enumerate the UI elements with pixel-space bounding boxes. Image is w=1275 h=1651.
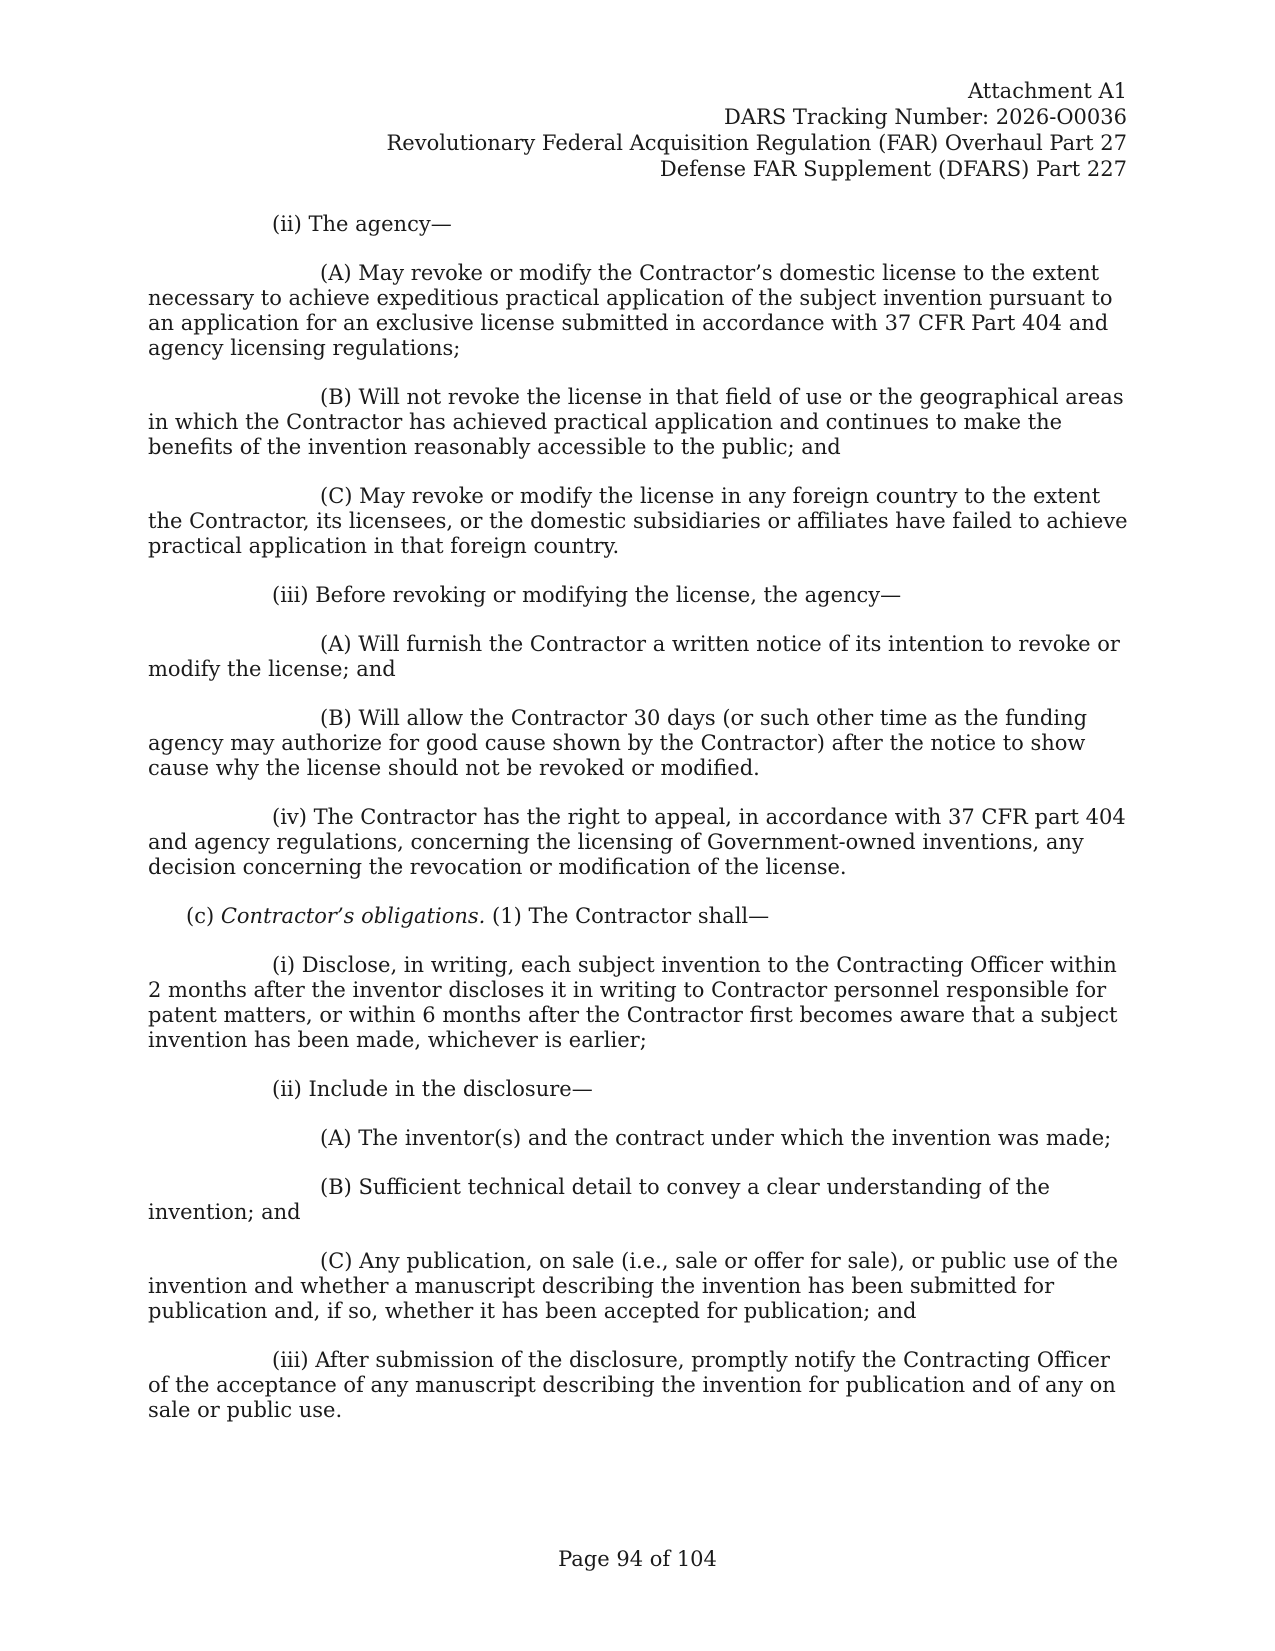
paragraph-text: Disclose, in writing, each subject invention to the Contracting Officer within 2 months after the inventor discloses it in writing to Contractor personnel responsible for patent matters, or within 6 months after the Contractor first becomes aware that a subject invention has been made, whichever is earlier;	[148, 953, 1118, 1052]
paragraph-text: Include in the disclosure—	[308, 1077, 593, 1101]
paragraph-label: (A)	[320, 1126, 352, 1150]
paragraph-label: (B)	[320, 1175, 352, 1199]
paragraph-label: (ii)	[272, 212, 302, 236]
paragraph-c-foreign-country	[148, 484, 1130, 559]
paragraph-text: (1) The Contractor shall—	[492, 904, 770, 928]
paragraph-b-thirty-days	[148, 706, 1130, 781]
paragraph-i-disclose	[148, 953, 1130, 1053]
paragraph-label: (B)	[320, 385, 352, 409]
paragraph-b-technical-detail	[148, 1175, 1130, 1225]
paragraph-heading: Contractor’s obligations.	[220, 904, 486, 928]
paragraph-label: (A)	[320, 632, 352, 656]
paragraph-label: (i)	[272, 953, 296, 977]
paragraph-label: (iii)	[272, 583, 309, 607]
paragraph-text: After submission of the disclosure, promptly notify the Contracting Officer of the acceptance of any manuscript describing the invention for publication and of any on sale or public use.	[148, 1348, 1116, 1422]
paragraph-label: (A)	[320, 261, 352, 285]
paragraph-text: The agency—	[308, 212, 452, 236]
paragraph-c-publication	[148, 1249, 1130, 1324]
paragraph-label: (c)	[186, 904, 215, 928]
paragraph-iv-right-to-appeal	[148, 805, 1130, 880]
page-header	[387, 78, 1128, 182]
paragraph-iii-after-submission	[148, 1348, 1130, 1423]
paragraph-text: Sufficient technical detail to convey a clear understanding of the invention; and	[148, 1175, 1050, 1224]
paragraph-a-inventors	[148, 1126, 1130, 1151]
paragraph-text: Before revoking or modifying the license, the agency—	[315, 583, 902, 607]
header-far-part: Revolutionary Federal Acquisition Regulation (FAR) Overhaul Part 27	[386, 131, 1127, 155]
paragraph-text: Will allow the Contractor 30 days (or such other time as the funding agency may authorize for good cause shown by the Contractor) after the notice to show cause why the license should not be revoked or modified.	[148, 706, 1088, 780]
header-dfars-part: Defense FAR Supplement (DFARS) Part 227	[659, 157, 1127, 181]
header-tracking-number: DARS Tracking Number: 2026-O0036	[724, 105, 1127, 129]
paragraph-text: The inventor(s) and the contract under which the invention was made;	[358, 1126, 1112, 1150]
paragraph-ii-agency	[148, 212, 1130, 237]
paragraph-text: May revoke or modify the Contractor’s domestic license to the extent necessary to achieve expeditious practical application of the subject invention pursuant to an application for an exclusive license submitted in accordance with 37 CFR Part 404 and agency licensing regulations;	[148, 261, 1113, 360]
paragraph-b-not-revoke	[148, 385, 1130, 460]
paragraph-text: The Contractor has the right to appeal, in accordance with 37 CFR part 404 and agency regulations, concerning the licensing of Government-owned inventions, any decision concerning the revocation or modification of the license.	[148, 805, 1126, 879]
paragraph-label: (ii)	[272, 1077, 302, 1101]
paragraph-text: Any publication, on sale (i.e., sale or offer for sale), or public use of the invention and whether a manuscript describing the invention has been submitted for publication and, if so, whether it has been accepted for publication; and	[148, 1249, 1118, 1323]
paragraph-a-written-notice	[148, 632, 1130, 682]
paragraph-a-revoke-domestic	[148, 261, 1130, 361]
paragraph-label: (iv)	[272, 805, 307, 829]
paragraph-label: (C)	[320, 484, 353, 508]
document-body	[148, 212, 1130, 1447]
paragraph-text: Will not revoke the license in that field of use or the geographical areas in which the Contractor has achieved practical application and continues to make the benefits of the invention reasonably accessible to the public; and	[148, 385, 1124, 459]
paragraph-label: (B)	[320, 706, 352, 730]
header-attachment: Attachment A1	[968, 79, 1127, 103]
paragraph-label: (iii)	[272, 1348, 309, 1372]
paragraph-ii-include	[148, 1077, 1130, 1102]
paragraph-text: May revoke or modify the license in any foreign country to the extent the Contractor, its licensees, or the domestic subsidiaries or affiliates have failed to achieve practical application in that foreign country.	[148, 484, 1128, 558]
paragraph-label: (C)	[320, 1249, 353, 1273]
paragraph-c-contractor-obligations	[148, 904, 1130, 929]
paragraph-iii-before-revoking	[148, 583, 1130, 608]
paragraph-text: Will furnish the Contractor a written notice of its intention to revoke or modify the license; and	[148, 632, 1120, 681]
page-number: Page 94 of 104	[558, 1547, 717, 1571]
page-footer	[0, 1546, 1275, 1572]
